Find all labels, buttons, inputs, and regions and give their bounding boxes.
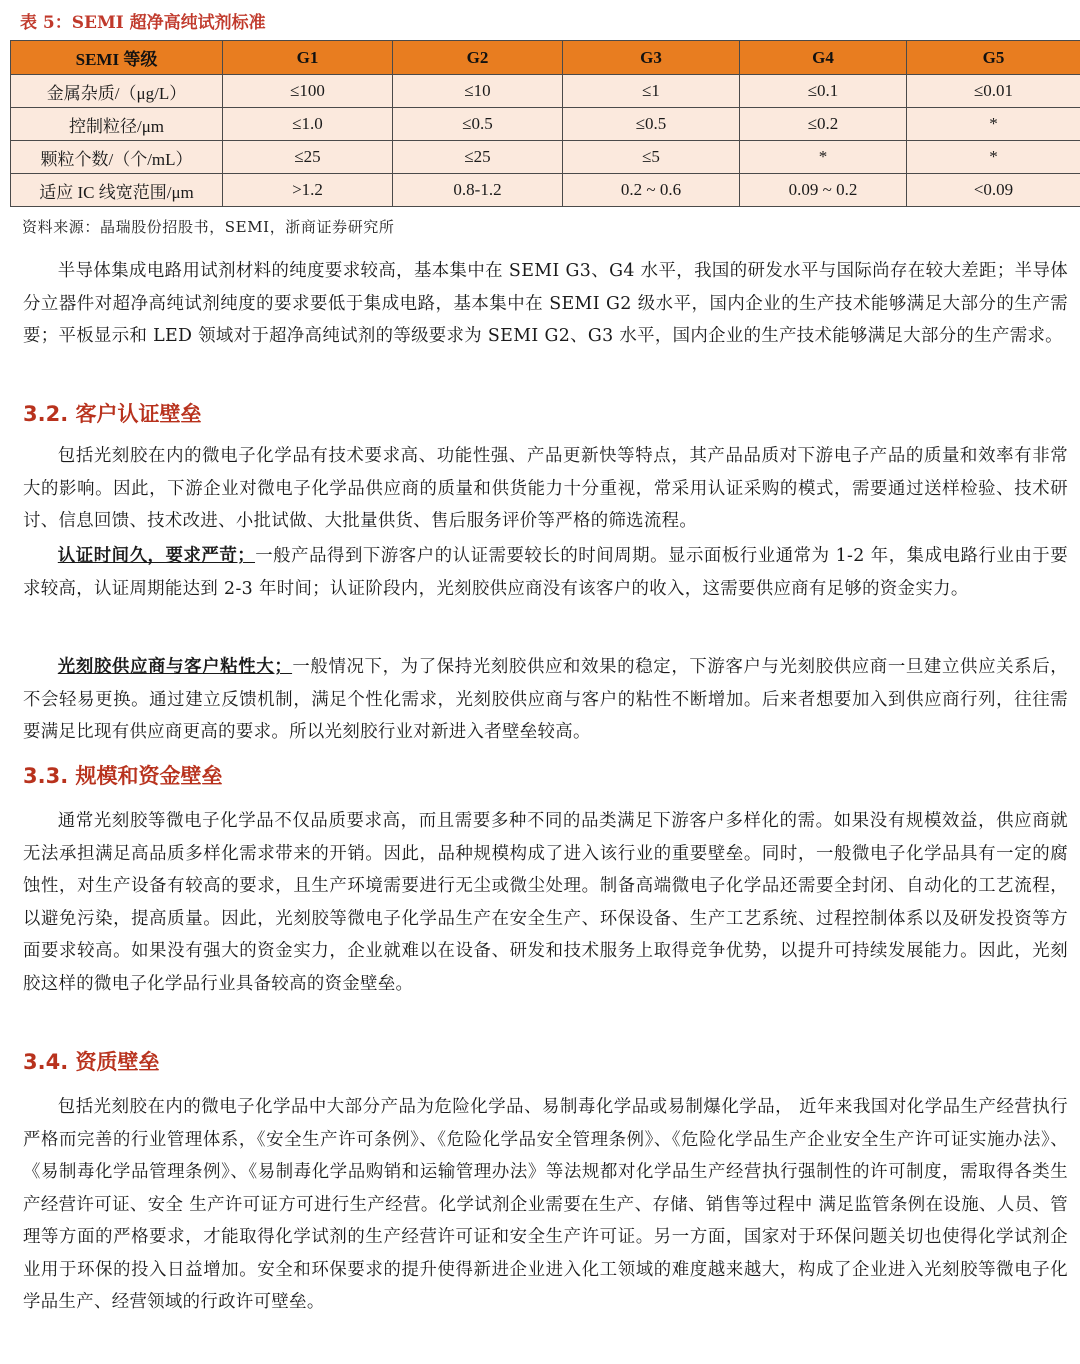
table-cell: ≤0.5 bbox=[393, 108, 563, 141]
section-3-2-paragraph-2 bbox=[23, 540, 1068, 605]
table-row bbox=[11, 174, 1080, 207]
table-cell: >1.2 bbox=[223, 174, 393, 207]
table-cell: ≤5 bbox=[563, 141, 740, 174]
table-cell: * bbox=[740, 141, 907, 174]
header-cell: G4 bbox=[740, 41, 907, 75]
table-row bbox=[11, 141, 1080, 174]
table-cell: 0.8-1.2 bbox=[393, 174, 563, 207]
header-cell: G5 bbox=[907, 41, 1080, 75]
table-cell: ≤100 bbox=[223, 75, 393, 108]
table-cell: ≤0.5 bbox=[563, 108, 740, 141]
row-label: 控制粒径/μm bbox=[11, 108, 223, 141]
header-cell: G1 bbox=[223, 41, 393, 75]
paragraph-body: 一般产品得到下游客户的认证需要较长的时间周期。显示面板行业通常为 1-2 年，集成电路行业由于要求较高，认证周期能达到 2-3 年时间；认证阶段内，光刻胶供应商没有该客户的收入，这需要供应商有足够的资金实力。 bbox=[23, 546, 1068, 599]
table-row bbox=[11, 108, 1080, 141]
header-cell: SEMI 等级 bbox=[11, 41, 223, 75]
row-label: 金属杂质/（μg/L） bbox=[11, 75, 223, 108]
section-heading-3-3: 3.3. 规模和资金壁垒 bbox=[23, 764, 223, 788]
section-heading-3-2: 3.2. 客户认证壁垒 bbox=[23, 402, 202, 426]
table-cell: 0.2 ~ 0.6 bbox=[563, 174, 740, 207]
table-cell: 0.09 ~ 0.2 bbox=[740, 174, 907, 207]
table-cell: * bbox=[907, 108, 1080, 141]
row-label: 适应 IC 线宽范围/μm bbox=[11, 174, 223, 207]
section-3-2-paragraph-3 bbox=[23, 651, 1068, 749]
table-cell: ≤1.0 bbox=[223, 108, 393, 141]
table-cell: ≤0.01 bbox=[907, 75, 1080, 108]
table-caption: 表 5：SEMI 超净高纯试剂标准 bbox=[20, 13, 266, 33]
table-cell: ≤0.1 bbox=[740, 75, 907, 108]
table-cell: ≤0.2 bbox=[740, 108, 907, 141]
table-header-row bbox=[11, 41, 1080, 75]
section-3-3-paragraph-1: 通常光刻胶等微电子化学品不仅品质要求高，而且需要多种不同的品类满足下游客户多样化的需。如果没有规模效益，供应商就无法承担满足高品质多样化需求带来的开销。因此，品种规模构成了进入该行业的重要壁垒。同时，一般微电子化学品具有一定的腐蚀性，对生产设备有较高的要求，且生产环境需要进行无尘或微尘处理。制备高端微电子化学品还需要全封闭、自动化的工艺流程，以避免污染，提高质量。因此，光刻胶等微电子化学品生产在安全生产、环保设备、生产工艺系统、过程控制体系以及研发投资等方面要求较高。如果没有强大的资金实力，企业就难以在设备、研发和技术服务上取得竞争优势，以提升可持续发展能力。因此，光刻胶这样的微电子化学品行业具备较高的资金壁垒。 bbox=[23, 811, 1068, 994]
intro-paragraph: 半导体集成电路用试剂材料的纯度要求较高，基本集中在 SEMI G3、G4 水平，我国的研发水平与国际尚存在较大差距；半导体分立器件对超净高纯试剂纯度的要求要低于集成电路，基本集中在 SEMI G2 级水平，国内企业的生产技术能够满足大部分的生产需要；平板显示和 LED 领域对于超净高纯试剂的等级要求为 SEMI G2、G3 水平，国内企业的生产技术能够满足大部分的生产需求。 bbox=[23, 261, 1068, 346]
table-cell: ≤1 bbox=[563, 75, 740, 108]
header-cell: G3 bbox=[563, 41, 740, 75]
paragraph-lead-phrase: 光刻胶供应商与客户粘性大； bbox=[57, 657, 293, 677]
section-heading-3-4: 3.4. 资质壁垒 bbox=[23, 1050, 160, 1074]
table-cell: ≤25 bbox=[393, 141, 563, 174]
table-row bbox=[11, 75, 1080, 108]
table-cell: ≤25 bbox=[223, 141, 393, 174]
table-cell: <0.09 bbox=[907, 174, 1080, 207]
section-3-4-paragraph-1: 包括光刻胶在内的微电子化学品中大部分产品为危险化学品、易制毒化学品或易制爆化学品， 近年来我国对化学品生产经营执行严格而完善的行业管理体系，《安全生产许可条例》、《危险化学品安全管理条例》、《危险化学品生产企业安全生产许可证实施办法》、《易制毒化学品管理条例》、《易制毒化学品购销和运输管理办法》等法规都对化学品生产经营执行强制性的许可制度，需取得各类生产经营许可证、安全 生产许可证方可进行生产经营。化学试剂企业需要在生产、存储、销售等过程中 满足监管条例在设施、人员、管理等方面的严格要求，才能取得化学试剂的生产经营许可证和安全生产许可证。另一方面，国家对于环保问题关切也使得化学试剂企业用于环保的投入日益增加。安全和环保要求的提升使得新进企业进入化工领域的难度越来越大，构成了企业进入光刻胶等微电子化学品生产、经营领域的行政许可壁垒。 bbox=[23, 1097, 1068, 1312]
semi-grade-table bbox=[10, 40, 1080, 207]
paragraph-lead-phrase: 认证时间久，要求严苛； bbox=[57, 546, 256, 566]
header-cell: G2 bbox=[393, 41, 563, 75]
table-source-note: 资料来源：晶瑞股份招股书，SEMI，浙商证券研究所 bbox=[22, 218, 395, 236]
table-cell: * bbox=[907, 141, 1080, 174]
table-cell: ≤10 bbox=[393, 75, 563, 108]
paragraph-body: 一般情况下，为了保持光刻胶供应和效果的稳定，下游客户与光刻胶供应商一旦建立供应关系后，不会轻易更换。通过建立反馈机制，满足个性化需求，光刻胶供应商与客户的粘性不断增加。后来者想要加入到供应商行列，往往需要满足比现有供应商更高的要求。所以光刻胶行业对新进入者壁垒较高。 bbox=[23, 657, 1068, 742]
section-3-2-paragraph-1: 包括光刻胶在内的微电子化学品有技术要求高、功能性强、产品更新快等特点，其产品品质对下游电子产品的质量和效率有非常大的影响。因此，下游企业对微电子化学品供应商的质量和供货能力十分重视，常采用认证采购的模式，需要通过送样检验、技术研讨、信息回馈、技术改进、小批试做、大批量供货、售后服务评价等严格的筛选流程。 bbox=[23, 446, 1068, 531]
row-label: 颗粒个数/（个/mL） bbox=[11, 141, 223, 174]
